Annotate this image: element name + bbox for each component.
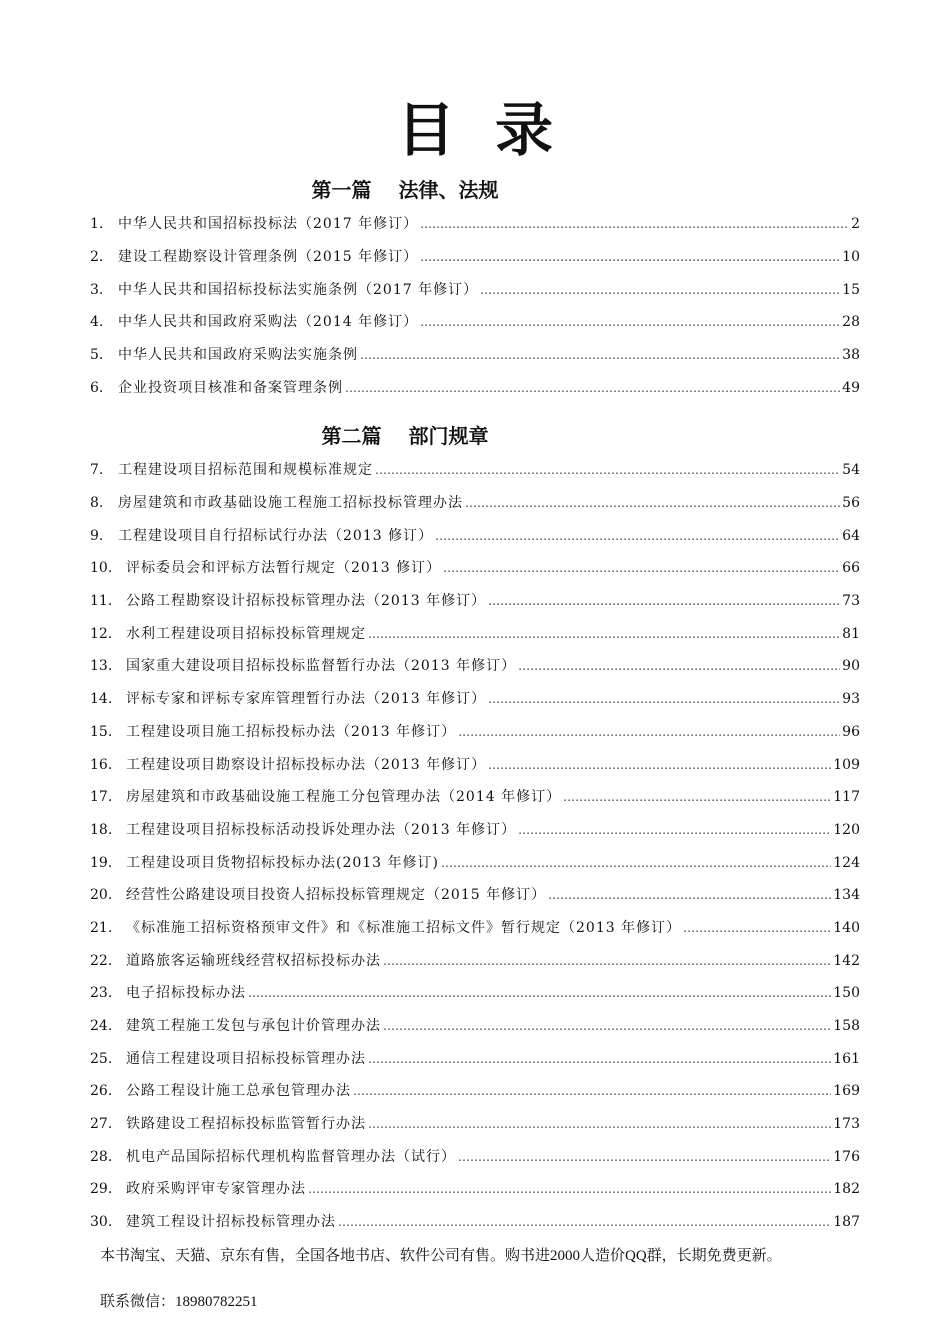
toc-entry-page: 64 [842,527,860,544]
toc-entry-page: 66 [842,560,860,577]
toc-entry[interactable] [90,552,860,585]
toc-leader-dots [383,952,831,970]
toc-entry-number: 21. [90,919,113,936]
toc-entry-number: 22. [90,952,113,969]
toc-entry-page: 134 [833,887,860,904]
part2-heading: 第二篇 部门规章 [321,424,489,448]
toc-entry[interactable] [90,748,860,781]
toc-entry-title: 工程建设项目自行招标试行办法（2013 修订） [118,527,434,544]
toc-entry[interactable] [90,1075,860,1108]
toc-entry-title: 机电产品国际招标代理机构监督管理办法（试行） [126,1148,456,1165]
toc-leader-dots [465,494,840,512]
toc-entry-title: 工程建设项目货物招标投标办法(2013 年修订) [126,854,440,871]
toc-entry-number: 6. [90,379,104,396]
footer-note: 本书淘宝、天猫、京东有售，全国各地书店、软件公司有售。购书进2000人造价QQ群，长期免费更新。 [100,1248,782,1264]
toc-leader-dots [563,788,831,806]
toc-leader-dots [443,559,840,577]
toc-entry-title: 铁路建设工程招标投标监管暂行办法 [126,1116,366,1133]
toc-leader-dots [353,1082,831,1100]
toc-entry-number: 23. [90,985,113,1002]
toc-entry-number: 5. [90,347,104,364]
toc-entry-number: 12. [90,625,113,642]
toc-entry-page: 150 [833,985,860,1002]
toc-entry-page: 38 [842,347,860,364]
toc-entry-number: 10. [90,560,113,577]
toc-entry-title: 建筑工程施工发包与承包计价管理办法 [126,1018,381,1035]
toc-entry-title: 房屋建筑和市政基础设施工程施工招标投标管理办法 [118,495,463,512]
toc-leader-dots [383,1017,831,1035]
toc-entry-title: 经营性公路建设项目投资人招标投标管理规定（2015 年修订） [126,887,547,904]
toc-entry-page: 49 [842,379,860,396]
toc-entry-number: 18. [90,821,113,838]
toc-entry[interactable] [90,1042,860,1075]
toc-entry-title: 电子招标投标办法 [126,985,246,1002]
toc-entry-page: 93 [842,691,860,708]
toc-entry[interactable] [90,977,860,1010]
toc-entry-number: 25. [90,1050,113,1067]
toc-entry[interactable] [90,1010,860,1043]
toc-entry-page: 120 [833,821,860,838]
toc-entry[interactable] [90,273,860,306]
toc-leader-dots [338,1213,831,1231]
toc-entry[interactable] [90,519,860,552]
toc-leader-dots [368,1050,831,1068]
toc-entry-number: 27. [90,1116,113,1133]
toc-entry-page: 15 [842,281,860,298]
toc-entry[interactable] [90,944,860,977]
toc-entry-number: 14. [90,691,113,708]
toc-entry-title: 中华人民共和国招标投标法（2017 年修订） [118,216,419,233]
toc-entry-number: 29. [90,1181,113,1198]
toc-entry-number: 30. [90,1214,113,1231]
toc-entry-page: 90 [842,658,860,675]
toc-entry-page: 140 [833,919,860,936]
toc-leader-dots [420,248,840,266]
toc-leader-dots [488,690,840,708]
toc-leader-dots [248,984,831,1002]
toc-entry-title: 评标委员会和评标方法暂行规定（2013 修订） [126,560,442,577]
part1-toc-list [90,208,860,404]
toc-leader-dots [458,723,840,741]
toc-entry[interactable] [90,814,860,847]
toc-entry-number: 17. [90,789,113,806]
toc-entry-title: 评标专家和评标专家库管理暂行办法（2013 年修订） [126,691,487,708]
toc-leader-dots [518,657,840,675]
toc-entry-number: 26. [90,1083,113,1100]
toc-entry[interactable] [90,1108,860,1141]
toc-entry-page: 182 [833,1181,860,1198]
toc-entry-title: 公路工程勘察设计招标投标管理办法（2013 年修订） [126,593,487,610]
toc-entry-number: 4. [90,314,104,331]
toc-entry[interactable] [90,1173,860,1206]
toc-entry-title: 建筑工程设计招标投标管理办法 [126,1214,336,1231]
toc-entry-number: 24. [90,1018,113,1035]
toc-entry-page: 10 [842,249,860,266]
toc-entry[interactable] [90,585,860,618]
toc-entry-page: 158 [833,1018,860,1035]
toc-entry[interactable] [90,683,860,716]
toc-entry[interactable] [90,716,860,749]
toc-entry-title: 工程建设项目勘察设计招标投标办法（2013 年修订） [126,756,487,773]
toc-entry-title: 中华人民共和国政府采购法（2014 年修订） [118,314,419,331]
toc-entry-page: 173 [833,1116,860,1133]
toc-entry[interactable] [90,241,860,274]
toc-entry-number: 11. [90,593,113,610]
toc-entry-title: 道路旅客运输班线经营权招标投标办法 [126,952,381,969]
toc-entry[interactable] [90,371,860,404]
toc-leader-dots [683,919,831,937]
toc-entry-number: 9. [90,527,104,544]
toc-entry-title: 工程建设项目招标范围和规模标准规定 [118,462,373,479]
toc-entry-title: 《标准施工招标资格预审文件》和《标准施工招标文件》暂行规定（2013 年修订） [126,919,682,936]
toc-entry-page: 2 [851,216,860,233]
toc-leader-dots [480,281,840,299]
toc-leader-dots [441,854,831,872]
part1-heading: 第一篇 法律、法规 [311,178,499,202]
toc-entry[interactable] [90,617,860,650]
toc-entry[interactable] [90,912,860,945]
toc-leader-dots [518,821,831,839]
toc-entry-page: 142 [833,952,860,969]
toc-entry-page: 109 [833,756,860,773]
toc-entry[interactable] [90,650,860,683]
toc-entry-page: 169 [833,1083,860,1100]
toc-entry-number: 19. [90,854,113,871]
toc-leader-dots [458,1148,831,1166]
toc-entry-title: 公路工程设计施工总承包管理办法 [126,1083,351,1100]
toc-entry-title: 通信工程建设项目招标投标管理办法 [126,1050,366,1067]
toc-leader-dots [488,592,840,610]
toc-entry-number: 16. [90,756,113,773]
toc-entry-number: 13. [90,658,113,675]
toc-entry-page: 124 [833,854,860,871]
toc-entry-number: 28. [90,1148,113,1165]
toc-leader-dots [548,886,831,904]
toc-entry-page: 81 [842,625,860,642]
toc-entry[interactable] [90,1140,860,1173]
part2-toc-list [90,454,860,1239]
toc-leader-dots [308,1180,831,1198]
toc-entry[interactable] [90,1206,860,1239]
toc-entry-title: 企业投资项目核准和备案管理条例 [118,379,343,396]
toc-entry-title: 房屋建筑和市政基础设施工程施工分包管理办法（2014 年修订） [126,789,562,806]
toc-entry-number: 8. [90,495,104,512]
toc-leader-dots [375,461,840,479]
toc-leader-dots [420,215,849,233]
toc-entry-page: 54 [842,462,860,479]
toc-entry-title: 国家重大建设项目招标投标监督暂行办法（2013 年修订） [126,658,517,675]
contact-info: 联系微信：18980782251 [100,1294,258,1310]
toc-entry-page: 161 [833,1050,860,1067]
page-title: 目录 [396,96,593,164]
toc-entry-title: 中华人民共和国政府采购法实施条例 [118,347,358,364]
toc-entry[interactable] [90,846,860,879]
toc-leader-dots [488,756,831,774]
toc-entry-page: 73 [842,593,860,610]
toc-entry[interactable] [90,339,860,372]
toc-entry-number: 20. [90,887,113,904]
toc-entry-title: 中华人民共和国招标投标法实施条例（2017 年修订） [118,281,479,298]
toc-entry-number: 7. [90,462,104,479]
toc-entry[interactable] [90,306,860,339]
toc-leader-dots [360,346,840,364]
toc-entry-page: 117 [833,789,860,806]
toc-entry-number: 1. [90,216,104,233]
toc-entry-title: 工程建设项目施工招标投标办法（2013 年修订） [126,723,457,740]
toc-entry-number: 3. [90,281,104,298]
toc-entry[interactable] [90,487,860,520]
toc-entry-page: 96 [842,723,860,740]
toc-entry[interactable] [90,879,860,912]
toc-entry-title: 水利工程建设项目招标投标管理规定 [126,625,366,642]
toc-entry[interactable] [90,208,860,241]
toc-entry-page: 28 [842,314,860,331]
toc-entry[interactable] [90,781,860,814]
toc-entry-page: 187 [833,1214,860,1231]
toc-entry-title: 政府采购评审专家管理办法 [126,1181,306,1198]
toc-entry-page: 56 [842,495,860,512]
toc-leader-dots [368,1115,831,1133]
toc-leader-dots [420,313,840,331]
toc-leader-dots [345,379,840,397]
toc-entry-number: 15. [90,723,113,740]
toc-entry-title: 工程建设项目招标投标活动投诉处理办法（2013 年修订） [126,821,517,838]
toc-entry-title: 建设工程勘察设计管理条例（2015 年修订） [118,249,419,266]
toc-entry-number: 2. [90,249,104,266]
toc-entry-page: 176 [833,1148,860,1165]
toc-entry[interactable] [90,454,860,487]
toc-leader-dots [368,625,840,643]
toc-leader-dots [435,527,840,545]
